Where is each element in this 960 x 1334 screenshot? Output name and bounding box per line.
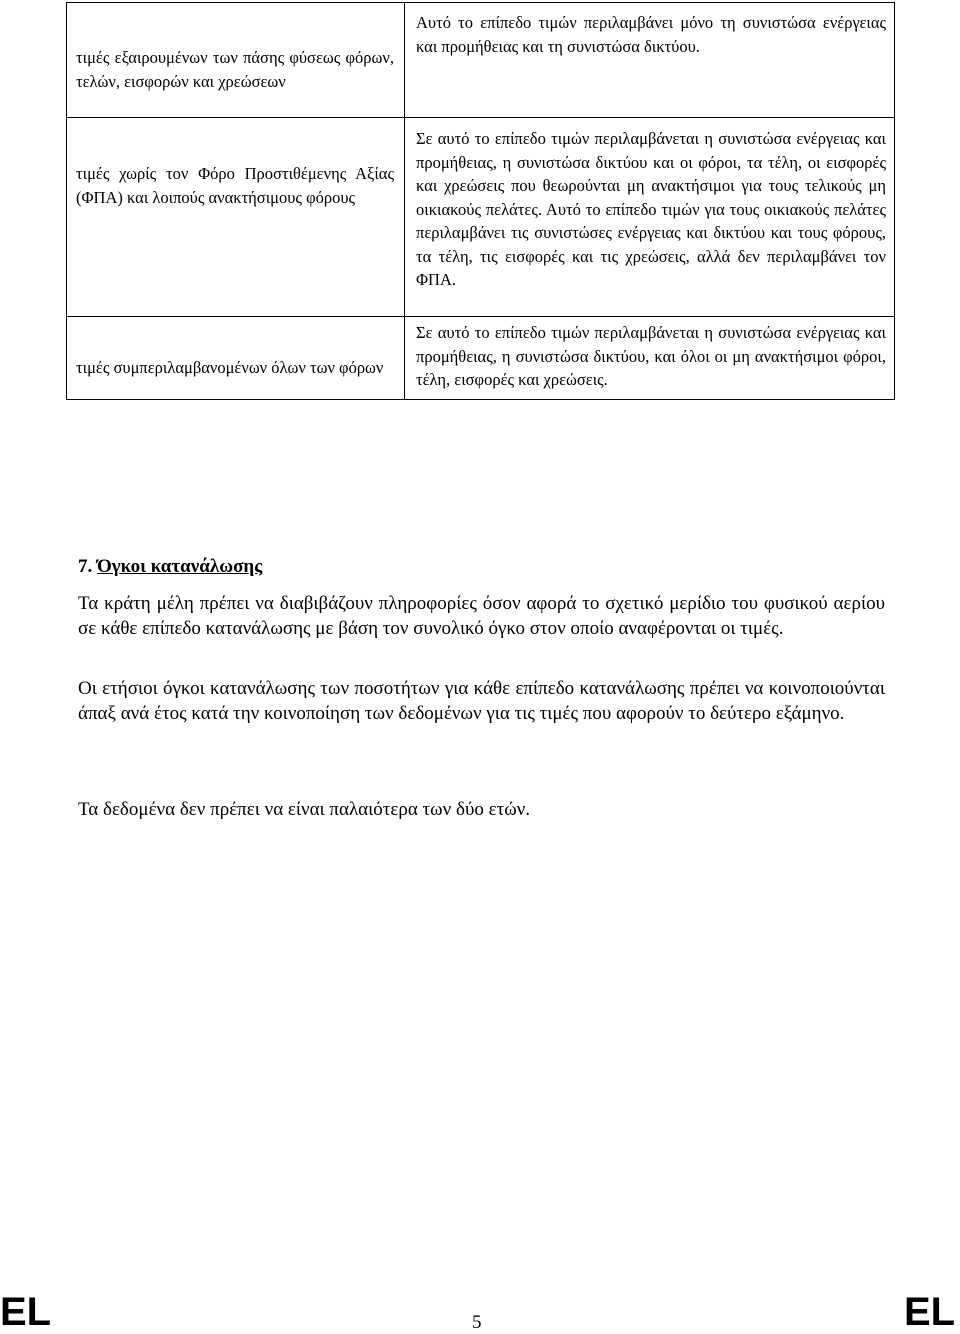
table-row-2-label: τιμές χωρίς τον Φόρο Προστιθέμενης Αξίας (ΦΠΑ) και λοιπούς ανακτήσιμους φόρους: [76, 164, 394, 207]
table-row-divider: [66, 117, 895, 118]
table-row-1-description: Αυτό το επίπεδο τιμών περιλαμβάνει μόνο τη συνιστώσα ενέργειας και προμήθειας και τη συνιστώσα δικτύου.: [416, 13, 886, 56]
section-title: Όγκοι κατανάλωσης: [97, 556, 263, 577]
section-number: 7.: [78, 556, 93, 577]
footer-language-code-left: EL: [0, 1290, 52, 1334]
table-row-1-label: τιμές εξαιρουμένων των πάσης φύσεως φόρων, τελών, εισφορών και χρεώσεων: [76, 48, 394, 91]
paragraph-1: Τα κράτη μέλη πρέπει να διαβιβάζουν πληροφορίες όσον αφορά το σχετικό μερίδιο του φυσικού αερίου σε κάθε επίπεδο κατανάλωσης με βάση τον συνολικό όγκο στον οποίο αναφέρονται οι τιμές.: [78, 593, 885, 639]
section-heading: [78, 554, 262, 580]
paragraph-2: Οι ετήσιοι όγκοι κατανάλωσης των ποσοτήτων για κάθε επίπεδο κατανάλωσης πρέπει να κοινοποιούνται άπαξ ανά έτος κατά την κοινοποίηση των δεδομένων για τις τιμές που αφορούν το δεύτερο εξάμηνο.: [78, 678, 885, 724]
table-row-divider: [66, 316, 895, 317]
footer-language-code-right: EL: [904, 1290, 956, 1334]
table-row-2-description: Σε αυτό το επίπεδο τιμών περιλαμβάνεται η συνιστώσα ενέργειας και προμήθειας, η συνιστώσα δικτύου και οι φόροι, τα τέλη, οι εισφορές και χρεώσεις που θεωρούνται μη ανακτήσιμοι για τους τελικούς μη οικιακούς πελάτες. Αυτό το επίπεδο τιμών για τους οικιακούς πελάτες περιλαμβάνει τις συνιστώσες ενέργειας και δικτύου και τους φόρους, τα τέλη, τις εισφορές και τις χρεώσεις, αλλά δεν περιλαμβάνει τον ΦΠΑ.: [416, 129, 886, 289]
table-row-3-description: Σε αυτό το επίπεδο τιμών περιλαμβάνεται η συνιστώσα ενέργειας και προμήθειας, η συνιστώσα δικτύου, και όλοι οι μη ανακτήσιμοι φόροι, τέλη, εισφορές και χρεώσεις.: [416, 323, 886, 389]
page-number: 5: [472, 1312, 482, 1333]
table-row-3-label: τιμές συμπεριλαμβανομένων όλων των φόρων: [76, 358, 384, 377]
paragraph-3: Τα δεδομένα δεν πρέπει να είναι παλαιότερα των δύο ετών.: [78, 799, 531, 820]
table-column-divider: [404, 2, 405, 400]
